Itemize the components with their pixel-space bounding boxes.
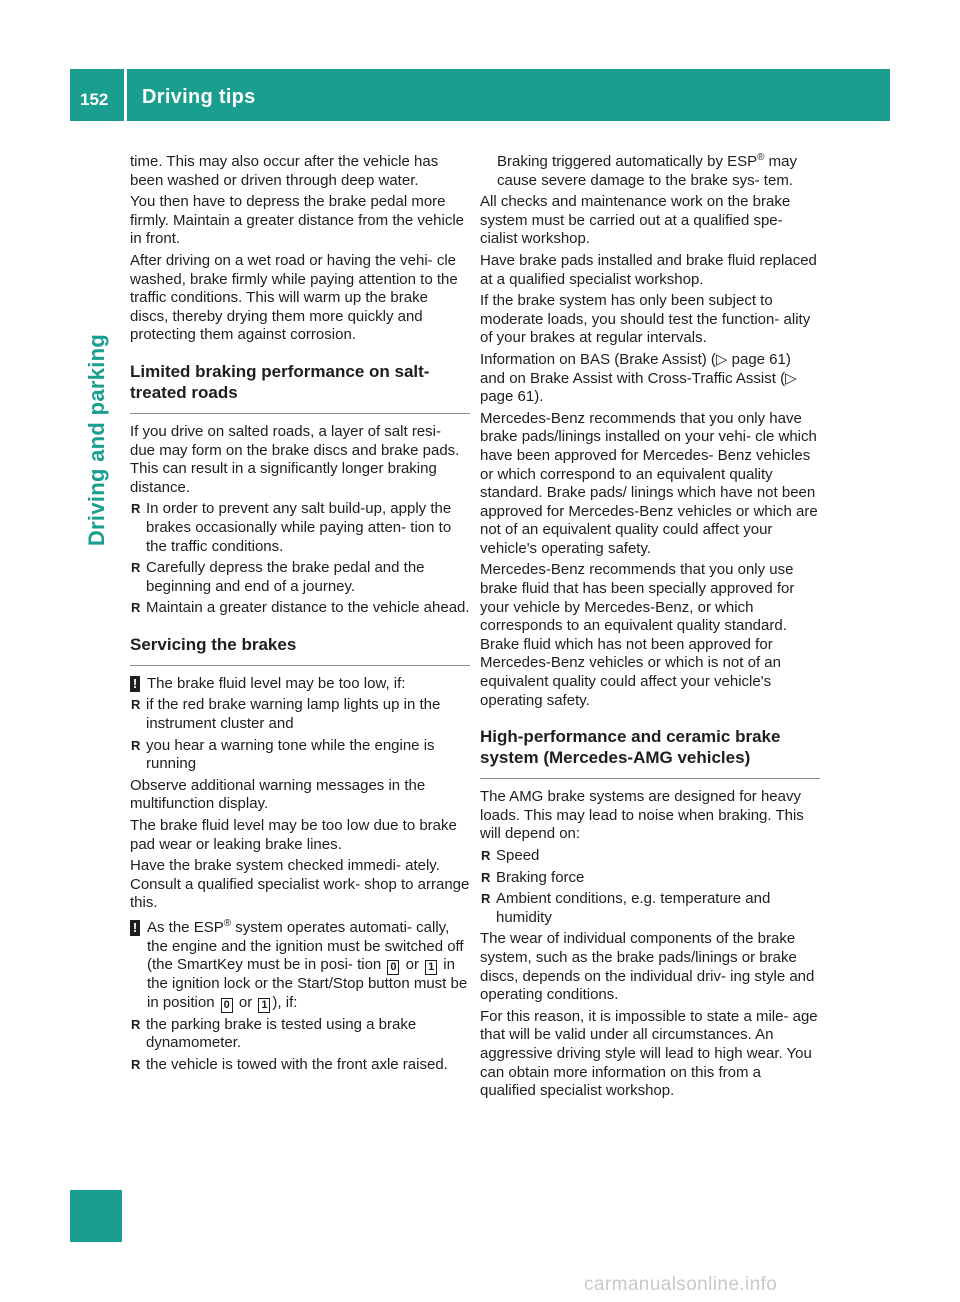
note-bullet-list <box>130 1016 470 1075</box>
amg-bullet-list <box>480 847 820 927</box>
paragraph: If the brake system has only been subject to moderate loads, you should test the function- ality of your brakes at regular intervals. <box>480 292 811 347</box>
bullet-icon: R <box>131 501 141 517</box>
bullet-icon: R <box>131 560 141 576</box>
list-item: R In order to prevent any salt build-up, apply the brakes occasionally while paying atten- tion to the traffic conditions. <box>131 500 452 555</box>
right-column <box>480 153 820 1104</box>
chapter-tab-marker <box>70 1190 122 1242</box>
left-column <box>130 153 470 1078</box>
page-reference-arrow-icon: ▷ <box>715 350 728 368</box>
registered-mark: ® <box>223 918 232 929</box>
list-item: R Maintain a greater distance to the vehicle ahead. <box>131 599 470 617</box>
paragraph: Braking triggered automatically by ESP® may cause severe damage to the brake sys- tem. <box>497 152 798 189</box>
note-intro: The brake fluid level may be too low, if: <box>147 674 406 692</box>
watermark: carmanualsonline.info <box>584 1274 778 1295</box>
list-item: R the parking brake is tested using a brake dynamometer. <box>131 1015 417 1052</box>
paragraph: Mercedes-Benz recommends that you only use brake fluid that has been specially approved for your vehicle by Mercedes-Benz, or which corresponds to an equivalent quality standard. Brake fluid which has not been approved for Mercedes-Benz vehicles or which is not of an equivalent quality could affect your vehicle's operating safety. <box>480 561 795 709</box>
bullet-icon: R <box>131 737 141 753</box>
paragraph: Mercedes-Benz recommends that you only have brake pads/linings installed on your vehi- cle which have been approved for Mercedes- Benz vehicles or which correspond to an equivalent quality standard. Brake pads/ linings which have not been approved for Mercedes-Benz vehicles or which are not of an equivalent quality could affect your vehicle's operating safety. <box>480 409 818 557</box>
paragraph: All checks and maintenance work on the brake system must be carried out at a qualified spe- cialist workshop. <box>480 193 791 248</box>
note-bullet-list <box>130 696 470 773</box>
section-title: Driving tips <box>142 86 256 108</box>
list-item: R if the red brake warning lamp lights up in the instrument cluster and <box>131 696 441 733</box>
bullet-icon: R <box>481 869 491 885</box>
bullet-icon: R <box>131 1056 141 1072</box>
header-divider <box>124 69 127 121</box>
paragraph: For this reason, it is impossible to state a mile- age that will be valid under all circumstances. An aggressive driving style will lead to high wear. You can obtain more information on this from a qualified specialist workshop. <box>480 1007 818 1100</box>
list-item: R you hear a warning tone while the engine is running <box>131 736 435 773</box>
heading-amg-brakes: High-performance and ceramic brake system (Mercedes-AMG vehicles) <box>480 726 820 779</box>
key-position-0-icon: 0 <box>221 998 233 1013</box>
warning-icon: ! <box>130 676 140 692</box>
list-item: R the vehicle is towed with the front axle raised. <box>131 1055 448 1073</box>
registered-mark: ® <box>757 152 765 163</box>
key-position-1-icon: 1 <box>425 960 437 975</box>
bullet-icon: R <box>481 848 491 863</box>
warning-icon: ! <box>130 920 140 936</box>
key-position-1-icon: 1 <box>258 998 270 1013</box>
chapter-side-label: Driving and parking <box>84 333 109 547</box>
list-item: R Braking force <box>481 868 585 886</box>
paragraph: Observe additional warning messages in the multifunction display. <box>130 776 426 813</box>
paragraph: Information on BAS (Brake Assist) (▷ page 61) and on Brake Assist with Cross-Traffic Assist (▷ page 61). <box>480 350 797 406</box>
bullet-icon: R <box>131 600 141 616</box>
bullet-icon: R <box>131 1016 141 1032</box>
list-item: R Speed <box>481 847 540 864</box>
paragraph: The wear of individual components of the brake system, such as the brake pads/linings or brake discs, depends on the individual driv- ing style and operating conditions. <box>480 930 815 1004</box>
paragraph: The brake fluid level may be too low due to brake pad wear or leaking brake lines. <box>130 817 457 853</box>
bullet-icon: R <box>131 697 141 713</box>
paragraph: time. This may also occur after the vehicle has been washed or driven through deep water. <box>130 153 439 189</box>
page-reference-arrow-icon: ▷ <box>785 369 797 387</box>
key-position-0-icon: 0 <box>387 960 399 975</box>
paragraph: Have the brake system checked immedi- ately. Consult a qualified specialist work- shop to arrange this. <box>130 857 470 912</box>
paragraph: Have brake pads installed and brake fluid replaced at a qualified specialist workshop. <box>480 251 817 288</box>
heading-servicing: Servicing the brakes <box>130 634 470 666</box>
paragraph: After driving on a wet road or having the vehi- cle washed, brake firmly while paying attention to the traffic conditions. This will warm up the brake discs, thereby drying them more quickly and protecting them against corrosion. <box>130 251 458 344</box>
bullet-icon: R <box>481 891 491 907</box>
salt-bullet-list <box>130 500 470 618</box>
page-number: 152 <box>80 90 109 109</box>
paragraph: The AMG brake systems are designed for heavy loads. This may lead to noise when braking. This will depend on: <box>480 788 804 843</box>
warning-note <box>130 675 470 694</box>
warning-note: ! As the ESP® system operates automati- cally, the engine and the ignition must be switched off (the SmartKey must be in posi- tion 0 or 1 in the ignition lock or the Start/Stop button must be in position 0 or 1 ), if: <box>130 919 470 1013</box>
paragraph: If you drive on salted roads, a layer of salt resi- due may form on the brake discs and brake pads. This can result in a significantly longer braking distance. <box>130 422 460 496</box>
list-item: R Ambient conditions, e.g. temperature and humidity <box>481 890 771 926</box>
paragraph: You then have to depress the brake pedal more firmly. Maintain a greater distance from the vehicle in front. <box>130 193 465 248</box>
heading-salt-roads: Limited braking performance on salt- treated roads <box>130 361 470 414</box>
list-item: R Carefully depress the brake pedal and the beginning and end of a journey. <box>131 559 425 595</box>
